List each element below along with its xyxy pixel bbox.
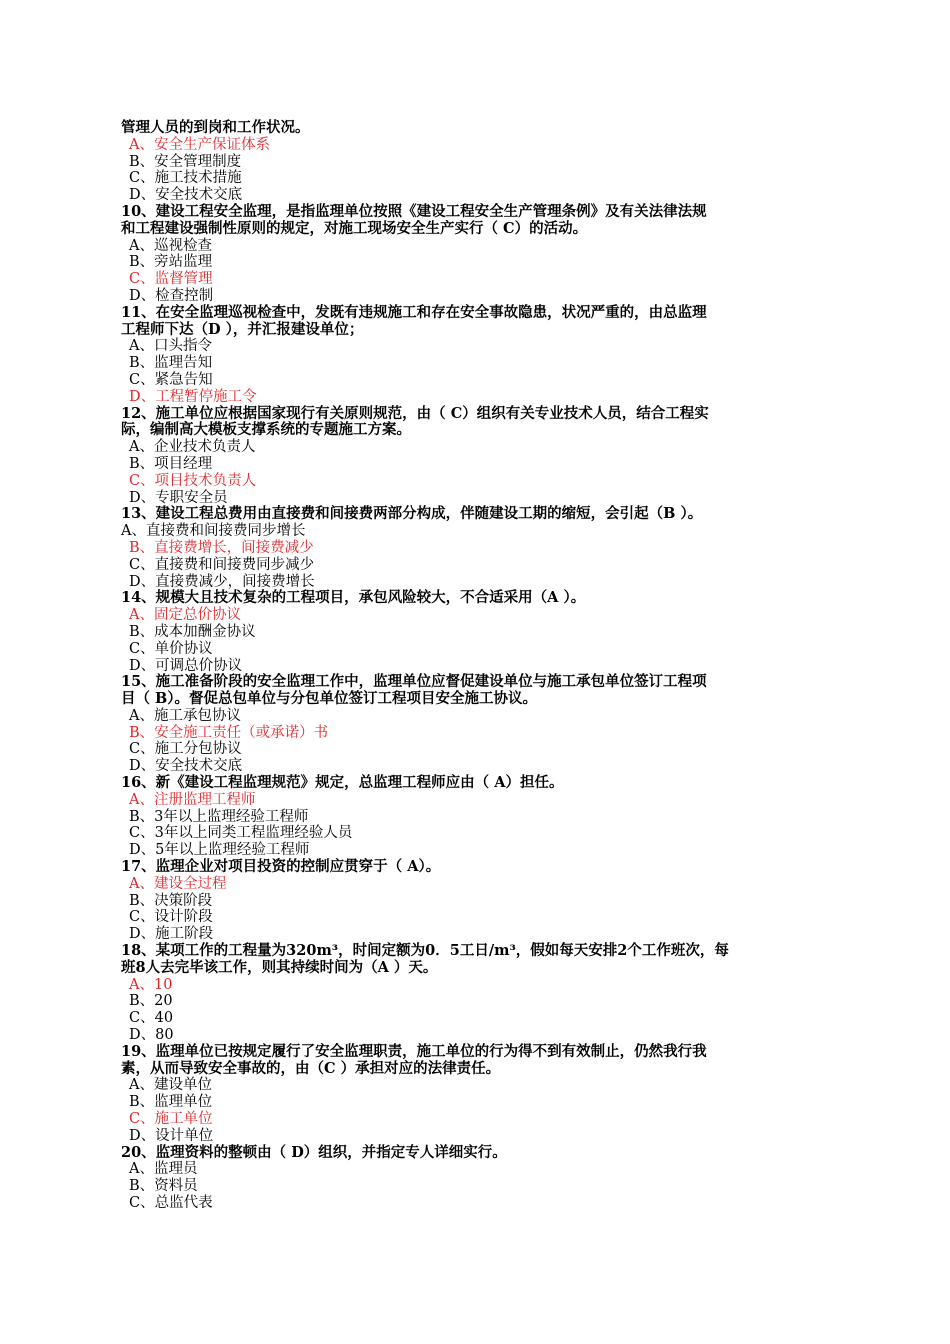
option-line: D、设计单位 — [129, 1127, 214, 1144]
question-line: 19、监理单位已按规定履行了安全监理职责，施工单位的行为得不到有效制止，仍然我行我 — [121, 1042, 707, 1060]
question-line: 15、施工准备阶段的安全监理工作中，监理单位应督促建设单位与施工承包单位签订工程项 — [121, 673, 707, 691]
question-line: 18、某项工作的工程量为320m³，时间定额为0．5工日/m³，假如每天安排2个工作班次，每 — [121, 942, 729, 960]
correct-option-line: A、10 — [129, 976, 173, 993]
correct-option-line: D、工程暂停施工令 — [129, 388, 257, 405]
option-line: D、专职安全员 — [129, 489, 228, 506]
option-line: D、安全技术交底 — [129, 758, 243, 775]
option-line: B、资料员 — [129, 1178, 198, 1195]
question-line: 20、监理资料的整顿由（ D）组织，并指定专人详细实行。 — [121, 1143, 507, 1161]
document-body — [121, 120, 811, 1212]
option-line: A、施工承包协议 — [129, 707, 241, 724]
question-line: 际，编制高大模板支撑系统的专题施工方案。 — [121, 421, 411, 439]
question-line: 17、监理企业对项目投资的控制应贯穿于（ A）。 — [121, 858, 441, 876]
option-line: C、紧急告知 — [129, 371, 213, 388]
question-line: 和工程建设强制性原则的规定，对施工现场安全生产实行（ C）的活动。 — [121, 219, 588, 237]
question-line: 素，从而导致安全事故的，由（C ）承担对应的法律责任。 — [121, 1059, 501, 1077]
option-line: C、直接费和间接费同步减少 — [129, 556, 315, 573]
option-line: A、直接费和间接费同步增长 — [121, 523, 306, 540]
option-line: C、总监代表 — [129, 1195, 213, 1211]
option-line: C、40 — [129, 1010, 174, 1027]
correct-option-line: A、固定总价协议 — [129, 607, 241, 624]
question-line: 班8人去完毕该工作，则其持续时间为（A ）天。 — [121, 958, 438, 976]
option-line: A、建设单位 — [129, 1077, 212, 1094]
option-line: D、5年以上监理经验工程师 — [129, 842, 310, 859]
option-line: D、直接费减少，间接费增长 — [129, 573, 315, 590]
correct-option-line: C、监督管理 — [129, 271, 213, 288]
question-line: 14、规模大且技术复杂的工程项目，承包风险较大，不合适采用（A ）。 — [121, 589, 586, 607]
option-line: B、3年以上监理经验工程师 — [129, 808, 309, 825]
option-line: A、监理员 — [129, 1161, 198, 1178]
option-line: D、安全技术交底 — [129, 187, 243, 204]
correct-option-line: B、直接费增长，间接费减少 — [129, 539, 314, 556]
option-line: B、20 — [129, 993, 173, 1010]
question-line: 10、建设工程安全监理，是指监理单位按照《建设工程安全生产管理条例》及有关法律法规 — [121, 202, 707, 220]
option-line: B、安全管理制度 — [129, 153, 242, 170]
option-line: B、决策阶段 — [129, 892, 213, 909]
option-line: C、施工技术措施 — [129, 170, 242, 187]
option-line: D、施工阶段 — [129, 926, 214, 943]
question-line: 13、建设工程总费用由直接费和间接费两部分构成，伴随建设工期的缩短，会引起（B ）。 — [121, 505, 703, 523]
option-line: C、施工分包协议 — [129, 741, 242, 758]
question-line: 目（ B）。督促总包单位与分包单位签订工程项目安全施工协议。 — [121, 690, 538, 708]
question-line: 16、新《建设工程监理规范》规定，总监理工程师应由（ A）担任。 — [121, 774, 564, 792]
option-line: A、巡视检查 — [129, 237, 212, 254]
option-line: B、项目经理 — [129, 455, 213, 472]
question-line: 11、在安全监理巡视检查中，发既有违规施工和存在安全事故隐患，状况严重的，由总监理 — [121, 303, 707, 321]
question-line: 工程师下达（D ），并汇报建设单位； — [121, 320, 364, 338]
option-line: A、口头指令 — [129, 338, 212, 355]
correct-option-line: A、注册监理工程师 — [129, 791, 256, 808]
correct-option-line: C、项目技术负责人 — [129, 472, 257, 489]
option-line: B、旁站监理 — [129, 254, 213, 271]
option-line: B、成本加酬金协议 — [129, 623, 256, 640]
question-line: 12、施工单位应根据国家现行有关原则规范，由（ C）组织有关专业技术人员，结合工程实 — [121, 404, 709, 422]
correct-option-line: B、安全施工责任（或承诺）书 — [129, 724, 329, 741]
correct-option-line: C、施工单位 — [129, 1111, 213, 1128]
option-line: B、监理告知 — [129, 355, 213, 372]
question-line: 管理人员的到岗和工作状况。 — [121, 119, 310, 136]
correct-option-line: A、建设全过程 — [129, 875, 227, 892]
option-line: D、检查控制 — [129, 287, 214, 304]
option-line: C、设计阶段 — [129, 909, 213, 926]
correct-option-line: A、安全生产保证体系 — [129, 136, 270, 153]
option-line: B、监理单位 — [129, 1094, 213, 1111]
option-line: D、80 — [129, 1027, 174, 1044]
option-line: C、3年以上同类工程监理经验人员 — [129, 825, 353, 842]
option-line: C、单价协议 — [129, 640, 213, 657]
option-line: A、企业技术负责人 — [129, 439, 256, 456]
option-line: D、可调总价协议 — [129, 657, 243, 674]
